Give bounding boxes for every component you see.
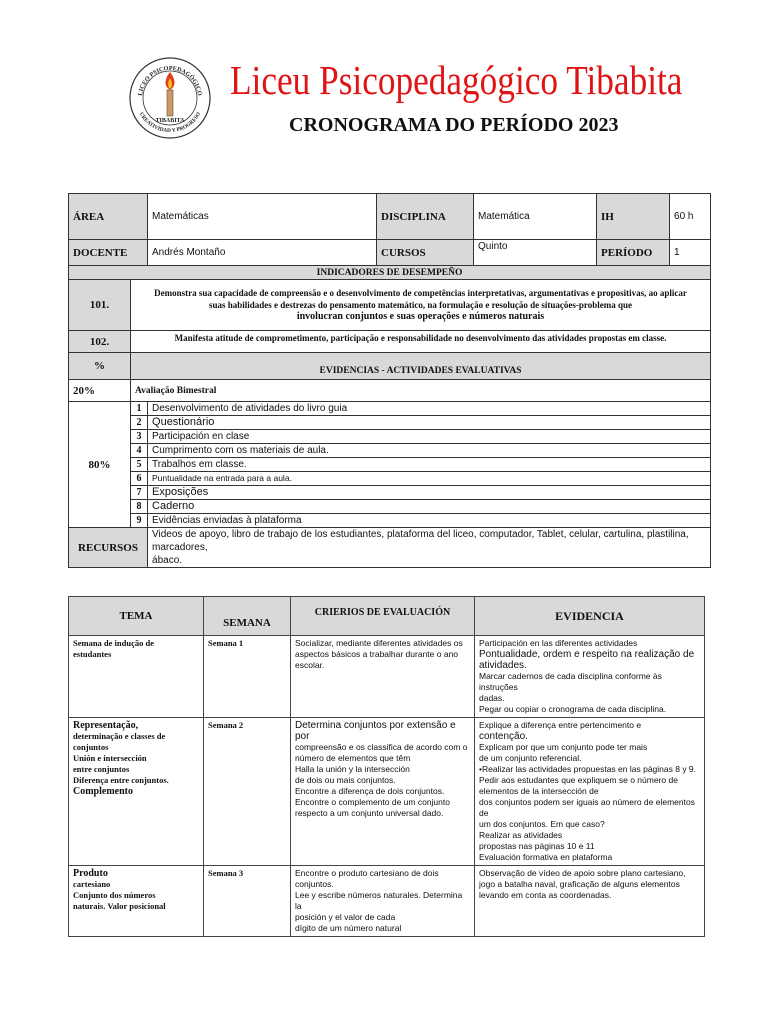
evidencia-line: elementos de la intersección de bbox=[479, 786, 599, 796]
activity-text: Trabalhos em classe. bbox=[148, 458, 711, 472]
activity-number: 4 bbox=[131, 444, 148, 458]
criterio-line: escolar. bbox=[295, 660, 325, 670]
activity-number: 3 bbox=[131, 430, 148, 444]
evidencia-line: jogo a batalha naval, graficação de alguns elementos bbox=[479, 879, 680, 889]
tema-line: determinação e classes de bbox=[73, 731, 166, 741]
recursos-line: ábaco. bbox=[152, 555, 183, 566]
evidencia-line: Pedir aos estudantes que expliquem se o número de bbox=[479, 775, 678, 785]
activity-row bbox=[69, 430, 711, 444]
indicator-line: involucran conjuntos e suas operações e números naturais bbox=[296, 311, 545, 322]
evidencia-line: dadas. bbox=[479, 693, 505, 703]
schedule-header-row bbox=[69, 597, 705, 636]
evidencia-line: atividades. bbox=[479, 660, 527, 671]
schedule-table bbox=[68, 596, 705, 937]
tema-cell bbox=[69, 866, 204, 937]
document-title: CRONOGRAMA DO PERÍODO 2023 bbox=[289, 114, 619, 136]
header-criterios: CRIERIOS DE EVALUACIÓN bbox=[291, 597, 475, 636]
activity-text: Exposições bbox=[148, 486, 711, 500]
activity-number: 2 bbox=[131, 416, 148, 430]
evidencias-title: EVIDENCIAS - ACTIVIDADES EVALUATIVAS bbox=[131, 353, 711, 380]
criterio-line: Halla la unión y la intersección bbox=[295, 764, 410, 774]
schedule-row bbox=[69, 636, 705, 718]
tema-line: Complemento bbox=[73, 786, 133, 797]
evidencia-line: um dos conjuntos. Em que caso? bbox=[479, 819, 605, 829]
evidencia-line: Pegar ou copiar o cronograma de cada disciplina. bbox=[479, 704, 667, 714]
criterio-line: Determina conjuntos por extensão e por bbox=[295, 720, 456, 742]
tema-cell bbox=[69, 718, 204, 866]
evidencia-line: Realizar as atividades bbox=[479, 830, 563, 840]
activity-row bbox=[69, 458, 711, 472]
criterio-line: de dois ou mais conjuntos. bbox=[295, 775, 396, 785]
cursos-label: CURSOS bbox=[377, 240, 474, 266]
criterio-line: número de elementos que têm bbox=[295, 753, 411, 763]
evidencia-line: Explicam por que um conjunto pode ter mais bbox=[479, 742, 648, 752]
criterios-cell bbox=[291, 718, 475, 866]
bimestral-percent: 20% bbox=[69, 380, 131, 402]
header-semana: SEMANA bbox=[204, 597, 291, 636]
recursos-text bbox=[148, 528, 711, 568]
tema-line: Unión e intersección bbox=[73, 753, 147, 763]
docente-value: Andrés Montaño bbox=[148, 240, 377, 266]
activity-number: 1 bbox=[131, 402, 148, 416]
evidencia-line: Pontualidade, ordem e respeito na realização de bbox=[479, 649, 695, 660]
logo-mid-text: TIBABITA bbox=[155, 118, 185, 124]
recursos-label: RECURSOS bbox=[69, 528, 148, 568]
tema-line: Conjunto dos números bbox=[73, 890, 156, 900]
criterio-line: respecto a um conjunto universal dado. bbox=[295, 808, 444, 818]
activity-row bbox=[69, 416, 711, 430]
recursos-row bbox=[69, 528, 711, 568]
docente-row bbox=[69, 240, 711, 266]
semana-cell: Semana 2 bbox=[204, 718, 291, 866]
recursos-line: Videos de apoyo, libro de trabajo de los estudiantes, plataforma del liceo, computador, Tablet, celular, cartulina, plastilina, marcadores, bbox=[152, 529, 689, 553]
docente-label: DOCENTE bbox=[69, 240, 148, 266]
tema-line: naturais. Valor posicional bbox=[73, 901, 166, 911]
criterios-cell bbox=[291, 866, 475, 937]
school-logo bbox=[128, 56, 212, 140]
activity-row bbox=[69, 472, 711, 486]
cursos-value: Quinto bbox=[474, 240, 597, 266]
activity-text: Puntualidade na entrada para a aula. bbox=[148, 472, 711, 486]
activity-text: Caderno bbox=[148, 500, 711, 514]
criterio-line: Encontre o produto cartesiano de dois conjuntos. bbox=[295, 868, 439, 889]
activity-text: Desenvolvimento de atividades do livro guia bbox=[148, 402, 711, 416]
header-tema: TEMA bbox=[69, 597, 204, 636]
ih-label: IH bbox=[597, 194, 670, 240]
activity-number: 7 bbox=[131, 486, 148, 500]
indicator-row bbox=[69, 331, 711, 353]
evidencia-line: Marcar cadernos de cada disciplina conforme às instruções bbox=[479, 671, 662, 692]
tema-line: estudantes bbox=[73, 649, 112, 659]
criterio-line: aspectos básicos a trabalhar durante o ano bbox=[295, 649, 459, 659]
periodo-label: PERÍODO bbox=[597, 240, 670, 266]
evidencia-line: Evaluación formativa en plataforma bbox=[479, 852, 613, 862]
disciplina-label: DISCIPLINA bbox=[377, 194, 474, 240]
area-value: Matemáticas bbox=[148, 194, 377, 240]
area-label: ÁREA bbox=[69, 194, 148, 240]
evidencia-line: de um conjunto referencial. bbox=[479, 753, 582, 763]
logo-bottom-text: CREATIVIDAD Y PROGRESO bbox=[137, 111, 203, 135]
activity-text: Cumprimento com os materiais de aula. bbox=[148, 444, 711, 458]
torch-icon bbox=[166, 72, 175, 116]
criterios-cell bbox=[291, 636, 475, 718]
tema-line: Produto bbox=[73, 868, 108, 879]
indicator-text: Manifesta atitude de comprometimento, participação e responsabilidade no desenvolvimento das atividades propostas em classe. bbox=[131, 331, 711, 353]
activity-number: 8 bbox=[131, 500, 148, 514]
criterio-line: dígito de um número natural bbox=[295, 923, 402, 933]
percent-label: % bbox=[69, 353, 131, 380]
tema-line: entre conjuntos bbox=[73, 764, 130, 774]
indicator-text bbox=[131, 280, 711, 331]
ih-value: 60 h bbox=[670, 194, 711, 240]
activity-number: 6 bbox=[131, 472, 148, 486]
evidencia-line: levando em conta as coordenadas. bbox=[479, 890, 612, 900]
schedule-row bbox=[69, 718, 705, 866]
activity-text: Evidências enviadas à plataforma bbox=[148, 514, 711, 528]
logo-top-text: LICEO PSICOPEDAGÓGICO bbox=[137, 64, 203, 97]
activities-percent: 80% bbox=[69, 402, 131, 528]
indicator-line: Demonstra sua capacidade de compreensão e o desenvolvimento de competências interpretativas, argumentativas e propositivas, ao aplicar bbox=[154, 288, 687, 298]
activity-row bbox=[69, 514, 711, 528]
criterio-line: posición y el valor de cada bbox=[295, 912, 396, 922]
activity-row bbox=[69, 486, 711, 500]
criterio-line: Encontre o complemento de um conjunto bbox=[295, 797, 450, 807]
bimestral-label: Avaliação Bimestral bbox=[131, 380, 711, 402]
indicator-line: suas habilidades e destrezas do pensamento matemático, na formulação e resolução de situações-problema que bbox=[209, 300, 632, 310]
criterio-line: compreensão e os classifica de acordo com o bbox=[295, 742, 468, 752]
activity-row bbox=[69, 444, 711, 458]
activity-text: Participación en clase bbox=[148, 430, 711, 444]
header-evidencia: EVIDENCIA bbox=[475, 597, 705, 636]
evidencia-line: dos conjuntos podem ser iguais ao número de elementos de bbox=[479, 797, 695, 818]
activity-text: Questionário bbox=[148, 416, 711, 430]
evidencia-cell bbox=[475, 718, 705, 866]
criterio-line: Encontre a diferença de dois conjuntos. bbox=[295, 786, 445, 796]
evidencia-line: propostas nas páginas 10 e 11 bbox=[479, 841, 595, 851]
school-name: Liceu Psicopedagógico Tibabita bbox=[230, 57, 683, 103]
activity-row bbox=[69, 500, 711, 514]
activity-row bbox=[69, 402, 711, 416]
tema-line: cartesiano bbox=[73, 879, 111, 889]
course-info-table bbox=[68, 193, 711, 568]
activity-number: 5 bbox=[131, 458, 148, 472]
tema-line: Diferença entre conjuntos. bbox=[73, 775, 169, 785]
criterio-line: Socializar, mediante diferentes atividades os bbox=[295, 638, 463, 648]
tema-line: Semana de indução de bbox=[73, 638, 154, 648]
evidencia-cell bbox=[475, 636, 705, 718]
criterio-line: Lee y escribe números naturales. Determina la bbox=[295, 890, 463, 911]
evidencia-line: contenção. bbox=[479, 731, 528, 742]
tema-line: Representação, bbox=[73, 720, 139, 731]
indicator-code: 101. bbox=[69, 280, 131, 331]
tema-line: conjuntos bbox=[73, 742, 109, 752]
schedule-row bbox=[69, 866, 705, 937]
disciplina-value: Matemática bbox=[474, 194, 597, 240]
area-row bbox=[69, 194, 711, 240]
evidencia-line: Observação de vídeo de apoio sobre plano cartesiano, bbox=[479, 868, 686, 878]
indicadores-title: INDICADORES DE DESEMPEÑO bbox=[69, 266, 711, 280]
evidencia-line: Participación en las diferentes actividades bbox=[479, 638, 638, 648]
indicator-row bbox=[69, 280, 711, 331]
semana-cell: Semana 1 bbox=[204, 636, 291, 718]
semana-cell: Semana 3 bbox=[204, 866, 291, 937]
bimestral-row bbox=[69, 380, 711, 402]
evidencia-line: •Realizar las actividades propuestas en las páginas 8 y 9. bbox=[479, 764, 697, 774]
tema-cell bbox=[69, 636, 204, 718]
indicator-code: 102. bbox=[69, 331, 131, 353]
evidencias-title-row bbox=[69, 353, 711, 380]
evidencia-cell bbox=[475, 866, 705, 937]
evidencia-line: Explique a diferença entre pertencimento e bbox=[479, 720, 642, 730]
activity-number: 9 bbox=[131, 514, 148, 528]
periodo-value: 1 bbox=[670, 240, 711, 266]
indicadores-title-row bbox=[69, 266, 711, 280]
